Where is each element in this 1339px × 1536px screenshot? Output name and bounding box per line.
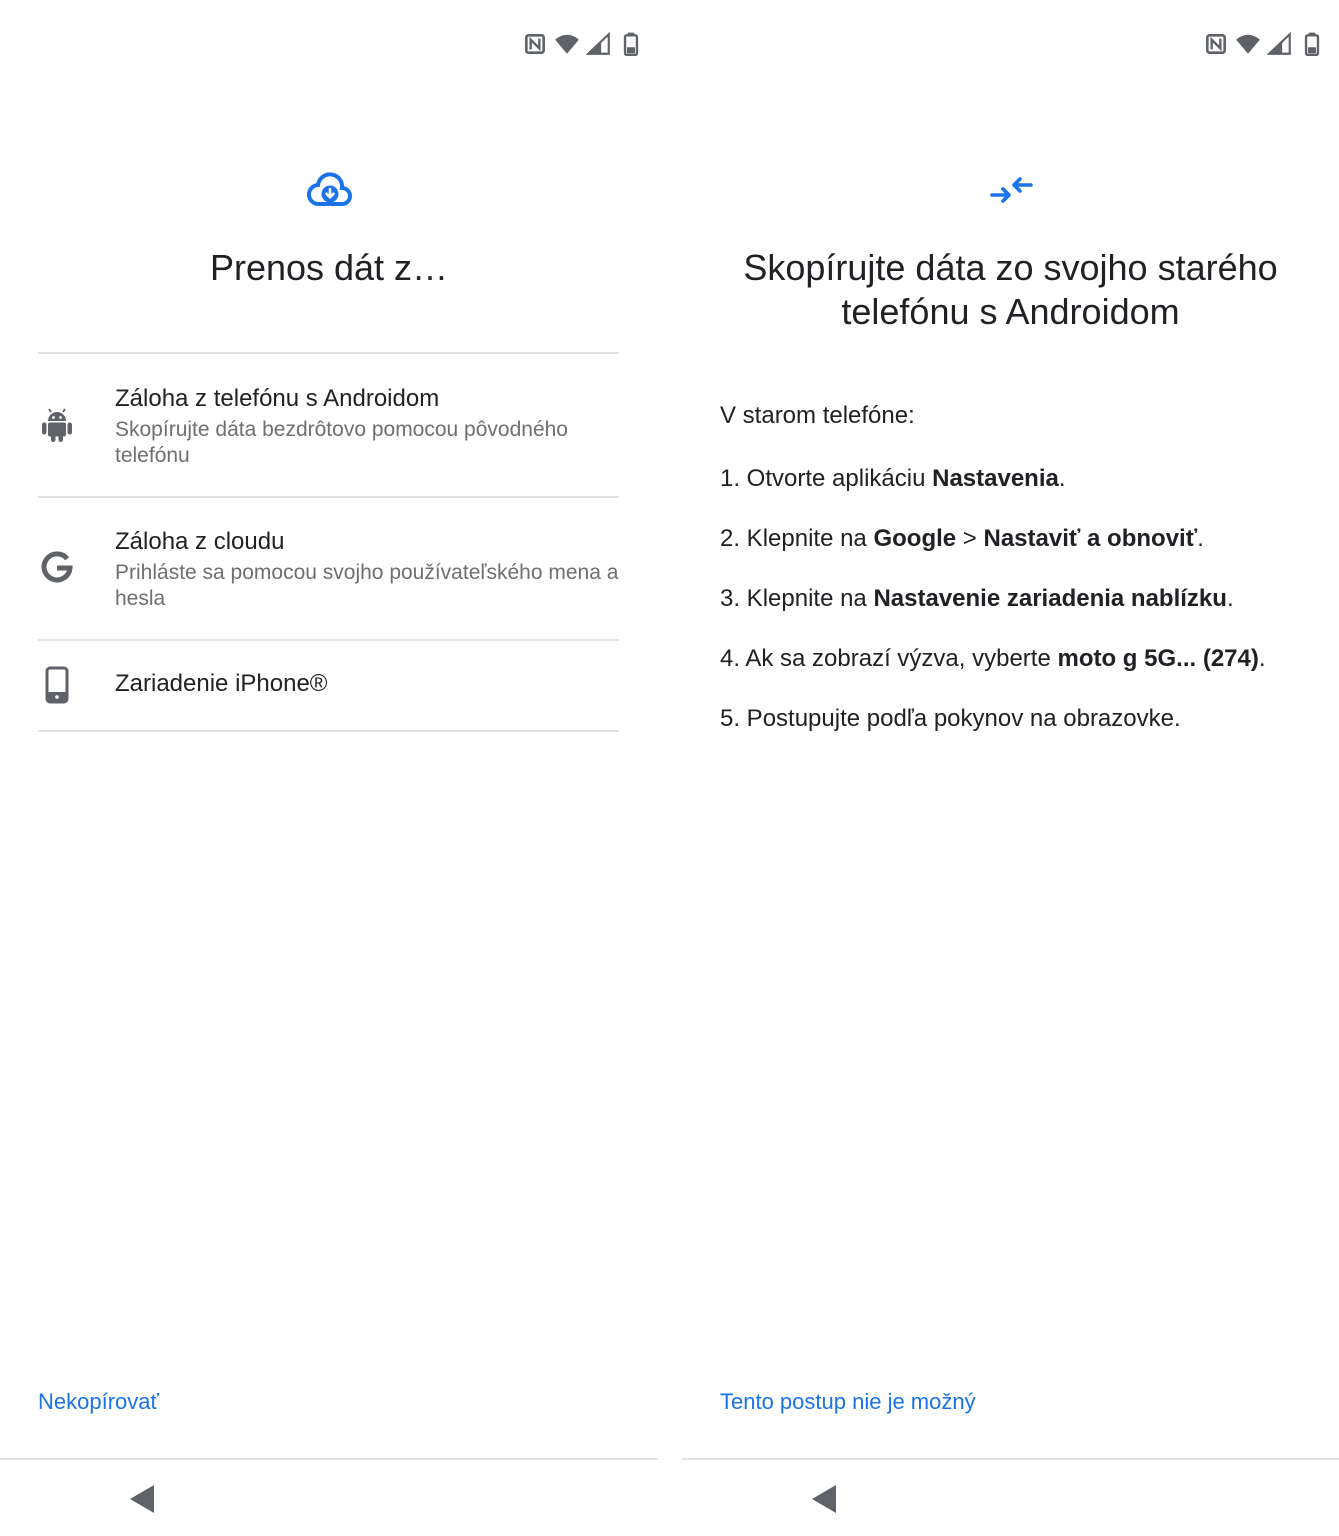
page-title: Prenos dát z… [209,247,449,288]
navigation-bar [682,1458,1339,1536]
google-g-icon [38,548,76,588]
transfer-options-list [38,352,619,732]
option-title: Záloha z telefónu s Androidom [115,385,440,412]
page-title: Skopírujte dáta zo svojho starého telefónu s Androidom [743,247,1278,332]
cloud-download-icon [305,168,353,212]
battery-icon [1299,31,1325,57]
step-2: 2. Klepnite na Google > Nastaviť a obnoviť. [720,525,1204,552]
not-possible-link[interactable]: Tento postup nie je možný [720,1389,976,1414]
status-bar [522,30,644,58]
step-3: 3. Klepnite na Nastavenie zariadenia nablízku. [720,585,1234,612]
right-screen [682,0,1339,1536]
navigation-bar [0,1458,658,1536]
status-bar [1203,30,1325,58]
option-title: Zariadenie iPhone® [115,670,328,697]
instructions [720,400,1320,763]
screen-gap [658,0,682,1536]
option-android-backup[interactable] [38,354,619,496]
cellular-signal-icon [586,31,612,57]
phone-icon [38,665,76,705]
divider [38,730,619,732]
step-5: 5. Postupujte podľa pokynov na obrazovke. [720,705,1181,732]
option-subtitle: Prihláste sa pomocou svojho používateľského mena a hesla [115,561,619,610]
wifi-icon [1235,31,1261,57]
nfc-icon [522,31,548,57]
option-cloud-backup[interactable] [38,498,619,639]
battery-icon [618,31,644,57]
step-1: 1. Otvorte aplikáciu Nastavenia. [720,465,1066,492]
back-triangle-icon[interactable] [126,1482,158,1516]
back-triangle-icon[interactable] [808,1482,840,1516]
step-4: 4. Ak sa zobrazí výzva, vyberte moto g 5G... (274). [720,645,1266,672]
cellular-signal-icon [1267,31,1293,57]
android-icon [38,406,76,446]
option-title: Záloha z cloudu [115,528,285,555]
left-screen [0,0,658,1536]
instructions-intro: V starom telefóne: [720,402,915,429]
transfer-arrows-icon [987,168,1035,212]
option-subtitle: Skopírujte dáta bezdrôtovo pomocou pôvodného telefónu [115,418,568,467]
option-iphone[interactable] [38,641,619,730]
wifi-icon [554,31,580,57]
nfc-icon [1203,31,1229,57]
dont-copy-link[interactable]: Nekopírovať [38,1389,159,1414]
